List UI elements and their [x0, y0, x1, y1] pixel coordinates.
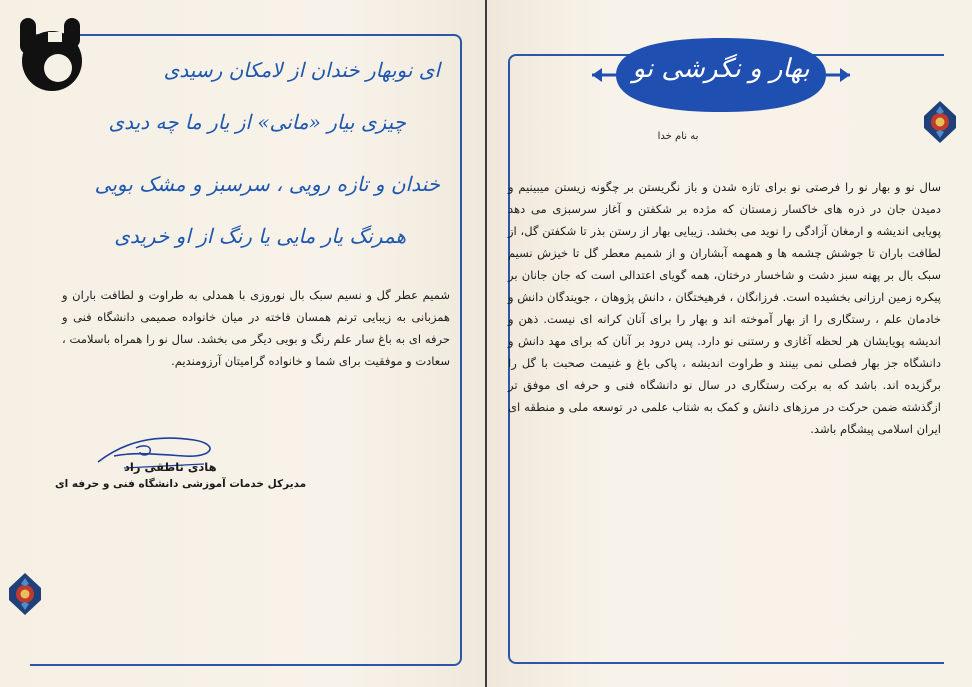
bismillah-text: به نام خدا — [657, 131, 699, 142]
signature-title: مدیرکل خدمات آموزشی دانشگاه فنی و حرفه ای — [55, 478, 307, 490]
poem-line-4: همرنگ یار مایی یا رنگ از او خریدی — [114, 224, 406, 248]
brand-logo-icon — [12, 14, 90, 96]
poem-line-1: ای نوبهار خندان از لامکان رسیدی — [163, 58, 440, 82]
banner-title: بهار و نگرشی نو — [632, 54, 810, 84]
poem-line-2: چیزی بیار «مانی» از یار ما چه دیدی — [108, 110, 406, 134]
page-gutter — [485, 0, 487, 687]
floral-ornament-icon — [7, 572, 43, 616]
signature-name: هادی ناطقی راد — [124, 460, 217, 474]
poem-line-3: خندان و تازه رویی ، سرسبز و مشک بویی — [94, 172, 440, 196]
message-paragraph: سال نو و بهار نو را فرصتی نو برای تازه شدن و باز نگریستن بر چگونه زیستن میبینیم و دمیدن جان در ذره های خاکسار زمستان که مژده بر شکفتن و آغاز سرسبزی می دهد پویایی اندیشه و ارمغان آزادگی را نوید می بخشد. زیبایی بهار از رستن بذر تا شکفتن گل، از لطافت باران تا جوشش چشمه ها و همهمه آبشاران و از شمیم معطر گل تا خیزش نسیم سبک بال بر پهنه سبز دشت و شاخسار درختان، همه گویای اعتدالی است که جان جانان بر پیکره زمین ارزانی بخشیده است. فرزانگان ، فرهیختگان ، دانش پژوهان ، جویندگان دانش و خادمان علم ، رستگاری را از بهار آموخته اند و بهار را برای آنان کرانه ای نیست. ذهن و اندیشه پویایشان هر لحظه آغازی و رستنی نو دارد. پس درود بر آنان که برای مهد دانش و دانشگاه جز بهار فصلی نمی بینند و طراوت اندیشه ، پاکی باغ و غنیمت صحبت با گل را برگزیده اند. باشد که به برکت رستگاری در سال نو دانشگاه فنی و حرفه ای موفق تر ازگذشته ضمن حرکت در مرزهای دانش و کمک به شتاب علمی در توسعه ملی و منطقه ای ایران اسلامی پیشگام باشد. — [508, 180, 941, 436]
greeting-paragraph: شمیم عطر گل و نسیم سبک بال نوروزی با همدلی به طراوت و لطافت باران و همزبانی به زیبایی ترنم همسان فاخته در میان خانواده صمیمی دانشگاه فنی و حرفه ای به باغ سار علم رنگ و بویی دیگر می بخشد. سال نو را همراه باسلامت ، سعادت و موفقیت برای شما و خانواده گرامیتان آرزومندیم. — [62, 288, 450, 368]
floral-ornament-icon — [922, 100, 958, 144]
